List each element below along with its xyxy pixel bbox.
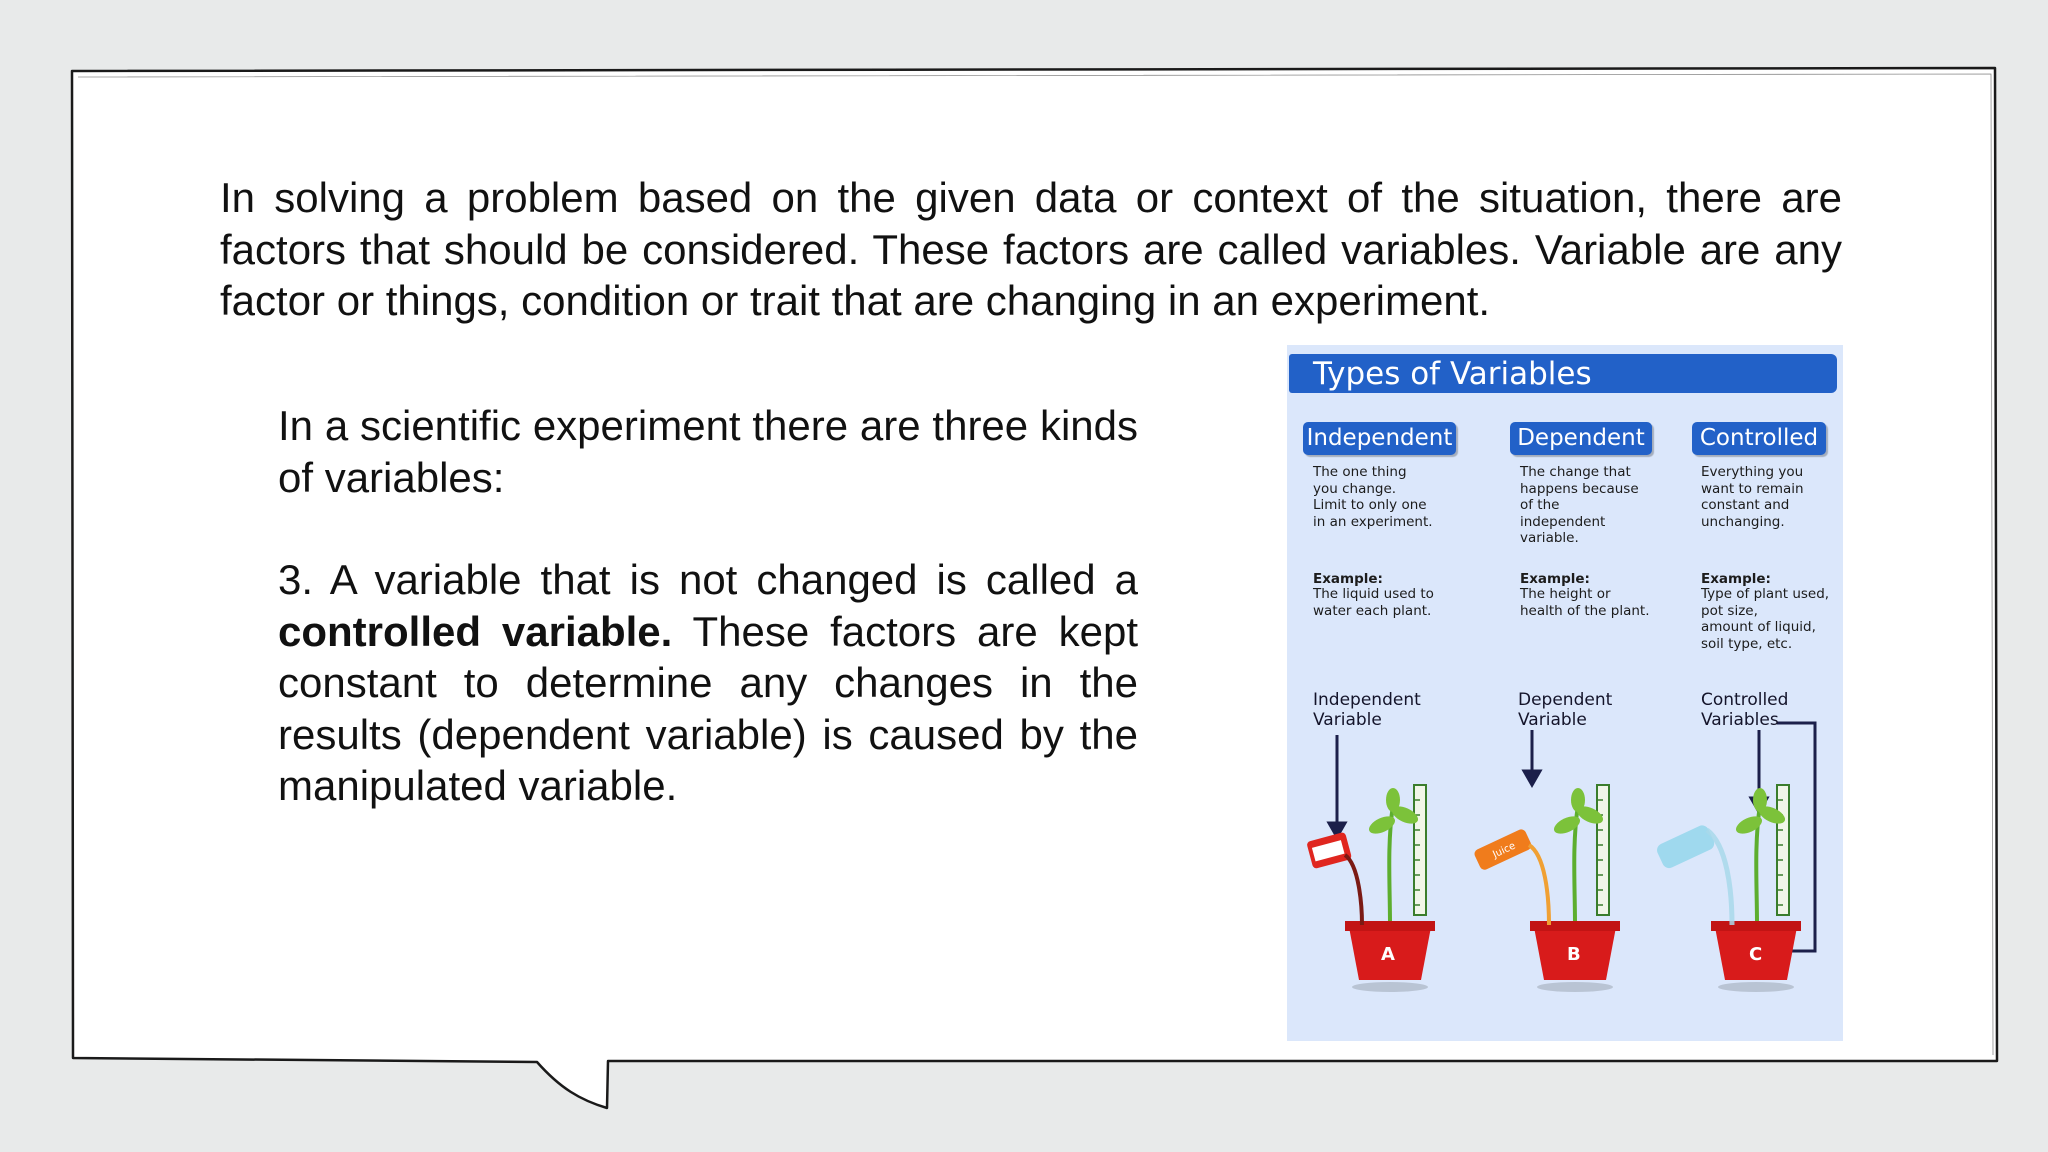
controlled-variable-term: controlled variable.	[278, 607, 673, 655]
intro-paragraph: In solving a problem based on the given data or context of the situation, there are factors that should be considered. These factors are called variables. Variable are any factor or things, condition or trait that are changing in an experiment.	[220, 174, 1842, 324]
variables-explanation	[278, 400, 1138, 812]
independent-variable-label: Independent Variable	[1313, 690, 1421, 730]
dependent-description: The change that happens because of the independent variable.	[1520, 464, 1639, 547]
independent-example: The liquid used to water each plant.	[1313, 586, 1434, 619]
pot-label-b: B	[1567, 944, 1581, 965]
juice-label: Juice	[1491, 840, 1518, 861]
controlled-prefix: 3. A variable that is not changed is called a	[278, 556, 1138, 603]
independent-example-label: Example:	[1313, 571, 1383, 587]
plant-b-illustration	[1473, 785, 1620, 992]
pot-label-c: C	[1749, 944, 1763, 965]
tab-dependent: Dependent	[1510, 422, 1652, 455]
dependent-example-label: Example:	[1520, 571, 1590, 587]
arrow-head-b	[1524, 771, 1540, 785]
tab-controlled: Controlled	[1692, 422, 1826, 455]
pot-label-a: A	[1381, 944, 1395, 965]
plant-c-illustration	[1655, 785, 1801, 992]
kinds-of-variables-text: In a scientific experiment there are three kinds of variables:	[278, 402, 1138, 501]
tab-independent: Independent	[1303, 422, 1456, 455]
controlled-example-label: Example:	[1701, 571, 1771, 587]
dependent-example: The height or health of the plant.	[1520, 586, 1650, 619]
controlled-variable-text	[278, 554, 1138, 812]
controlled-suffix: These factors are kept constant to determine any changes in the results (dependent variable) is caused by the manipulated variable.	[278, 607, 1138, 809]
plant-a-illustration	[1306, 785, 1435, 992]
controlled-description: Everything you want to remain constant and unchanging.	[1701, 464, 1804, 530]
infographic-title: Types of Variables	[1313, 356, 1592, 392]
controlled-variables-label: Controlled Variables	[1701, 690, 1789, 730]
dependent-variable-label: Dependent Variable	[1518, 690, 1613, 730]
independent-description: The one thing you change. Limit to only one in an experiment.	[1313, 464, 1433, 530]
controlled-example: Type of plant used, pot size, amount of liquid, soil type, etc.	[1701, 586, 1830, 652]
